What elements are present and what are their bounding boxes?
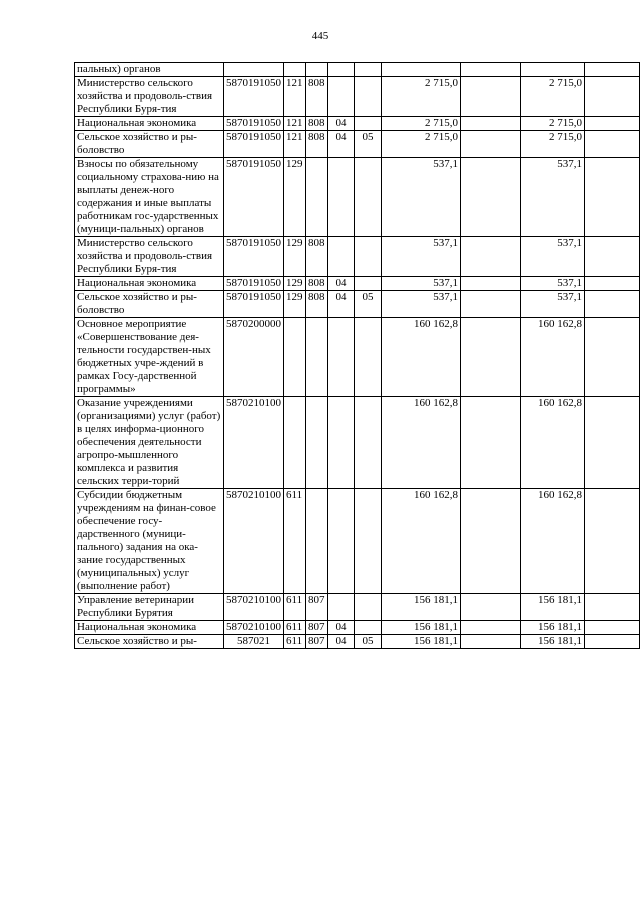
row-name-cell: Субсидии бюджетным учреждениям на финан-совое обеспечение госу-дарственного (муници-пального) задания на ока-зание государственных (муниципальных) услуг (выполнение работ) — [75, 489, 224, 594]
row-name-cell: пальных) органов — [75, 63, 224, 77]
section-cell: 04 — [328, 277, 355, 291]
chief-manager-cell: 808 — [306, 237, 328, 277]
chief-manager-cell — [306, 489, 328, 594]
budget-table-body — [75, 63, 640, 649]
chief-manager-cell — [306, 158, 328, 237]
subsection-cell — [355, 318, 382, 397]
row-name-cell: Управление ветеринарии Республики Бурятия — [75, 594, 224, 621]
chief-manager-cell: 807 — [306, 635, 328, 649]
table-row — [75, 63, 640, 77]
empty-cell — [461, 237, 521, 277]
expense-type-cell: 121 — [284, 131, 306, 158]
empty-cell — [585, 594, 640, 621]
table-row — [75, 621, 640, 635]
target-article-cell: 5870191050 — [224, 291, 284, 318]
row-name-cell: Сельское хозяйство и ры- — [75, 635, 224, 649]
empty-cell — [461, 277, 521, 291]
amount-cell: 537,1 — [382, 158, 461, 237]
empty-cell — [585, 63, 640, 77]
table-row — [75, 237, 640, 277]
section-cell: 04 — [328, 131, 355, 158]
subsection-cell — [355, 158, 382, 237]
chief-manager-cell — [306, 397, 328, 489]
expense-type-cell: 129 — [284, 277, 306, 291]
amount-cell: 2 715,0 — [382, 131, 461, 158]
table-row — [75, 291, 640, 318]
table-row — [75, 635, 640, 649]
subsection-cell: 05 — [355, 131, 382, 158]
expense-type-cell: 121 — [284, 77, 306, 117]
section-cell: 04 — [328, 621, 355, 635]
subsection-cell — [355, 77, 382, 117]
empty-cell — [585, 621, 640, 635]
subsection-cell — [355, 397, 382, 489]
target-article-cell: 5870191050 — [224, 131, 284, 158]
empty-cell — [461, 489, 521, 594]
table-row — [75, 318, 640, 397]
section-cell: 04 — [328, 117, 355, 131]
expense-type-cell: 129 — [284, 237, 306, 277]
chief-manager-cell: 808 — [306, 117, 328, 131]
amount-total-cell: 537,1 — [521, 291, 585, 318]
amount-total-cell: 537,1 — [521, 237, 585, 277]
amount-cell: 2 715,0 — [382, 117, 461, 131]
subsection-cell — [355, 277, 382, 291]
amount-cell: 160 162,8 — [382, 397, 461, 489]
chief-manager-cell: 807 — [306, 594, 328, 621]
amount-cell: 156 181,1 — [382, 594, 461, 621]
section-cell — [328, 318, 355, 397]
empty-cell — [585, 291, 640, 318]
empty-cell — [461, 77, 521, 117]
row-name-cell: Сельское хозяйство и ры-боловство — [75, 131, 224, 158]
section-cell — [328, 594, 355, 621]
empty-cell — [461, 397, 521, 489]
amount-total-cell: 160 162,8 — [521, 318, 585, 397]
subsection-cell — [355, 621, 382, 635]
empty-cell — [585, 117, 640, 131]
empty-cell — [461, 594, 521, 621]
page-number: 445 — [311, 30, 329, 42]
empty-cell — [461, 63, 521, 77]
amount-total-cell: 537,1 — [521, 277, 585, 291]
empty-cell — [461, 318, 521, 397]
chief-manager-cell: 808 — [306, 77, 328, 117]
table-row — [75, 277, 640, 291]
table-row — [75, 77, 640, 117]
amount-total-cell: 2 715,0 — [521, 131, 585, 158]
chief-manager-cell: 808 — [306, 131, 328, 158]
expense-type-cell: 611 — [284, 635, 306, 649]
expense-type-cell: 611 — [284, 594, 306, 621]
table-row — [75, 117, 640, 131]
amount-cell: 2 715,0 — [382, 77, 461, 117]
table-row — [75, 131, 640, 158]
empty-cell — [585, 77, 640, 117]
row-name-cell: Национальная экономика — [75, 277, 224, 291]
expense-type-cell: 129 — [284, 291, 306, 318]
target-article-cell: 5870210100 — [224, 489, 284, 594]
target-article-cell: 5870210100 — [224, 397, 284, 489]
row-name-cell: Сельское хозяйство и ры-боловство — [75, 291, 224, 318]
chief-manager-cell: 808 — [306, 277, 328, 291]
table-row — [75, 397, 640, 489]
target-article-cell: 5870191050 — [224, 117, 284, 131]
empty-cell — [585, 277, 640, 291]
section-cell — [328, 63, 355, 77]
empty-cell — [585, 131, 640, 158]
empty-cell — [461, 131, 521, 158]
row-name-cell: Взносы по обязательному социальному страхова-нию на выплаты денеж-ного содержания и иные выплаты работникам гос-ударственных (муници-пальных) органов — [75, 158, 224, 237]
empty-cell — [585, 158, 640, 237]
target-article-cell: 5870191050 — [224, 277, 284, 291]
amount-cell: 160 162,8 — [382, 489, 461, 594]
amount-cell: 537,1 — [382, 291, 461, 318]
chief-manager-cell — [306, 318, 328, 397]
section-cell — [328, 237, 355, 277]
expense-type-cell: 611 — [284, 621, 306, 635]
target-article-cell: 5870191050 — [224, 77, 284, 117]
amount-cell: 537,1 — [382, 237, 461, 277]
empty-cell — [585, 237, 640, 277]
section-cell: 04 — [328, 635, 355, 649]
row-name-cell: Национальная экономика — [75, 621, 224, 635]
expense-type-cell — [284, 397, 306, 489]
amount-total-cell: 156 181,1 — [521, 635, 585, 649]
row-name-cell: Министерство сельского хозяйства и продоволь-ствия Республики Буря-тия — [75, 77, 224, 117]
subsection-cell — [355, 237, 382, 277]
target-article-cell: 5870210100 — [224, 621, 284, 635]
subsection-cell — [355, 63, 382, 77]
chief-manager-cell: 808 — [306, 291, 328, 318]
amount-cell: 160 162,8 — [382, 318, 461, 397]
row-name-cell: Основное мероприятие «Совершенствование дея-тельности государствен-ных бюджетных учре-ждений в рамках Госу-дарственной программы» — [75, 318, 224, 397]
target-article-cell: 5870191050 — [224, 158, 284, 237]
subsection-cell: 05 — [355, 291, 382, 318]
subsection-cell — [355, 117, 382, 131]
section-cell — [328, 158, 355, 237]
empty-cell — [461, 117, 521, 131]
subsection-cell — [355, 489, 382, 594]
empty-cell — [585, 489, 640, 594]
section-cell — [328, 489, 355, 594]
target-article-cell: 5870200000 — [224, 318, 284, 397]
row-name-cell: Национальная экономика — [75, 117, 224, 131]
chief-manager-cell — [306, 63, 328, 77]
amount-total-cell: 156 181,1 — [521, 621, 585, 635]
row-name-cell: Оказание учреждениями (организациями) услуг (работ) в целях информа-ционного обеспечения деятельности агропро-мышленного комплекса и развития сельских терри-торий — [75, 397, 224, 489]
amount-total-cell: 156 181,1 — [521, 594, 585, 621]
chief-manager-cell: 807 — [306, 621, 328, 635]
amount-cell: 537,1 — [382, 277, 461, 291]
amount-cell: 156 181,1 — [382, 621, 461, 635]
table-row — [75, 594, 640, 621]
target-article-cell: 587021 — [224, 635, 284, 649]
target-article-cell: 5870210100 — [224, 594, 284, 621]
expense-type-cell: 611 — [284, 489, 306, 594]
row-name-cell: Министерство сельского хозяйства и продоволь-ствия Республики Буря-тия — [75, 237, 224, 277]
empty-cell — [461, 621, 521, 635]
target-article-cell — [224, 63, 284, 77]
amount-total-cell — [521, 63, 585, 77]
amount-cell: 156 181,1 — [382, 635, 461, 649]
section-cell: 04 — [328, 291, 355, 318]
table-row — [75, 489, 640, 594]
expense-type-cell — [284, 318, 306, 397]
amount-cell — [382, 63, 461, 77]
subsection-cell: 05 — [355, 635, 382, 649]
empty-cell — [585, 318, 640, 397]
empty-cell — [585, 397, 640, 489]
empty-cell — [461, 635, 521, 649]
table-row — [75, 158, 640, 237]
amount-total-cell: 2 715,0 — [521, 77, 585, 117]
target-article-cell: 5870191050 — [224, 237, 284, 277]
section-cell — [328, 77, 355, 117]
subsection-cell — [355, 594, 382, 621]
amount-total-cell: 537,1 — [521, 158, 585, 237]
amount-total-cell: 2 715,0 — [521, 117, 585, 131]
empty-cell — [461, 158, 521, 237]
empty-cell — [585, 635, 640, 649]
empty-cell — [461, 291, 521, 318]
amount-total-cell: 160 162,8 — [521, 489, 585, 594]
expense-type-cell — [284, 63, 306, 77]
expense-type-cell: 121 — [284, 117, 306, 131]
amount-total-cell: 160 162,8 — [521, 397, 585, 489]
section-cell — [328, 397, 355, 489]
expense-type-cell: 129 — [284, 158, 306, 237]
budget-table — [74, 62, 640, 649]
